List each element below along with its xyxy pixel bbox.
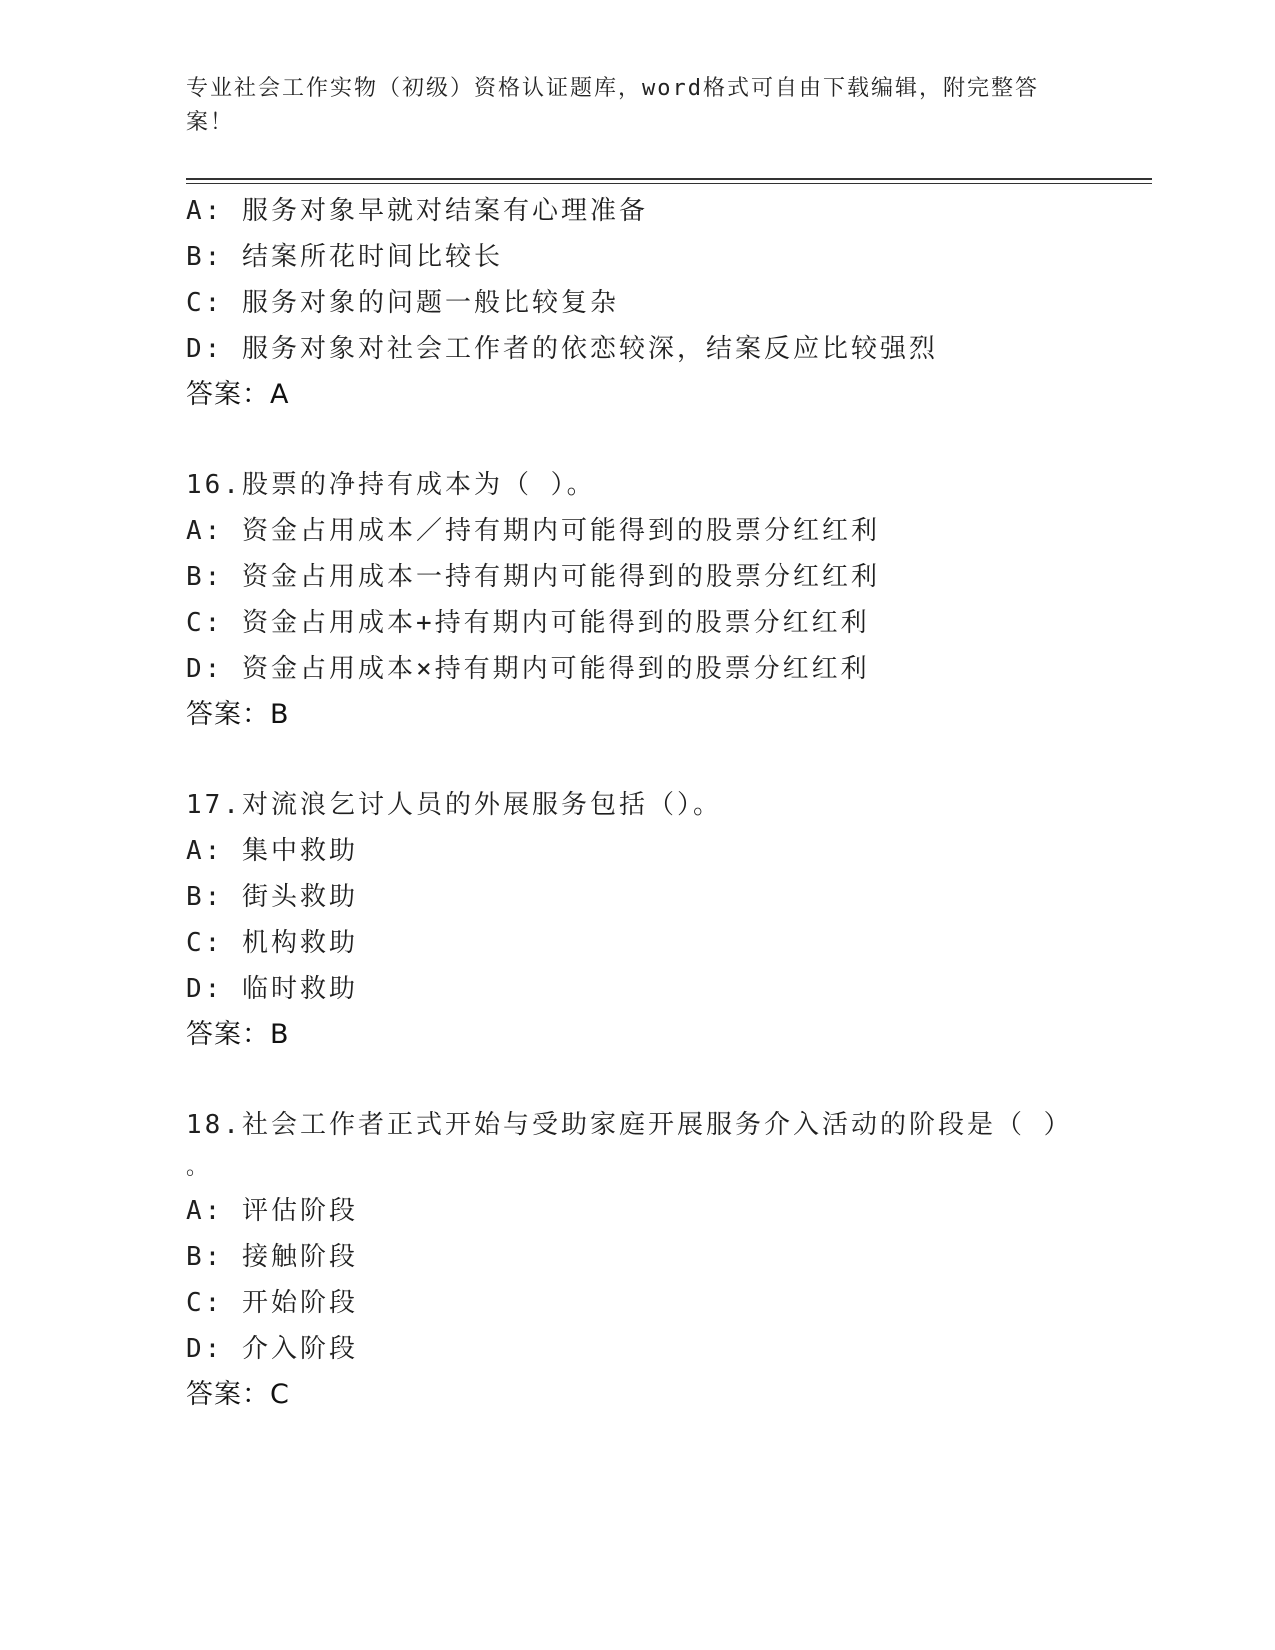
question-text: 18.社会工作者正式开始与受助家庭开展服务介入活动的阶段是（ ） (186, 1110, 1073, 1140)
answer-line (186, 1012, 1146, 1058)
question-text: 16.股票的净持有成本为（ ）。 (186, 470, 596, 500)
option-b: B: 街头救助 (186, 882, 358, 912)
option-b: B: 结案所花时间比较长 (186, 242, 503, 272)
answer-label: 答案： (186, 379, 270, 410)
option-d: D: 介入阶段 (186, 1334, 358, 1364)
question-15 (186, 188, 1146, 418)
question-17 (186, 782, 1146, 1058)
option-d: D: 资金占用成本×持有期内可能得到的股票分红红利 (186, 654, 870, 684)
question-list (186, 188, 1146, 1418)
answer-value: A (270, 379, 290, 410)
option-d: D: 服务对象对社会工作者的依恋较深，结案反应比较强烈 (186, 334, 938, 364)
answer-label: 答案： (186, 1019, 270, 1050)
answer-label: 答案： (186, 1379, 270, 1410)
answer-value: B (270, 699, 290, 730)
option-a: A: 服务对象早就对结案有心理准备 (186, 196, 648, 226)
answer-line (186, 1372, 1146, 1418)
option-c: C: 服务对象的问题一般比较复杂 (186, 288, 619, 318)
question-16 (186, 462, 1146, 738)
answer-line (186, 692, 1146, 738)
option-c: C: 机构救助 (186, 928, 358, 958)
option-a: A: 资金占用成本／持有期内可能得到的股票分红红利 (186, 516, 880, 546)
header-divider-thin (186, 183, 1152, 184)
option-a: A: 评估阶段 (186, 1196, 358, 1226)
question-text: 17.对流浪乞讨人员的外展服务包括（）。 (186, 790, 722, 820)
question-text-continuation: 。 (186, 1155, 209, 1180)
answer-line (186, 372, 1146, 418)
option-b: B: 接触阶段 (186, 1242, 358, 1272)
option-b: B: 资金占用成本一持有期内可能得到的股票分红红利 (186, 562, 880, 592)
option-c: C: 资金占用成本+持有期内可能得到的股票分红红利 (186, 608, 870, 638)
answer-label: 答案： (186, 699, 270, 730)
header-divider-thick (186, 178, 1152, 180)
option-a: A: 集中救助 (186, 836, 358, 866)
option-d: D: 临时救助 (186, 974, 358, 1004)
answer-value: C (270, 1379, 290, 1410)
option-c: C: 开始阶段 (186, 1288, 358, 1318)
document-header: 专业社会工作实物（初级）资格认证题库，word格式可自由下载编辑，附完整答案！ (186, 76, 1039, 135)
question-18 (186, 1102, 1146, 1418)
answer-value: B (270, 1019, 290, 1050)
